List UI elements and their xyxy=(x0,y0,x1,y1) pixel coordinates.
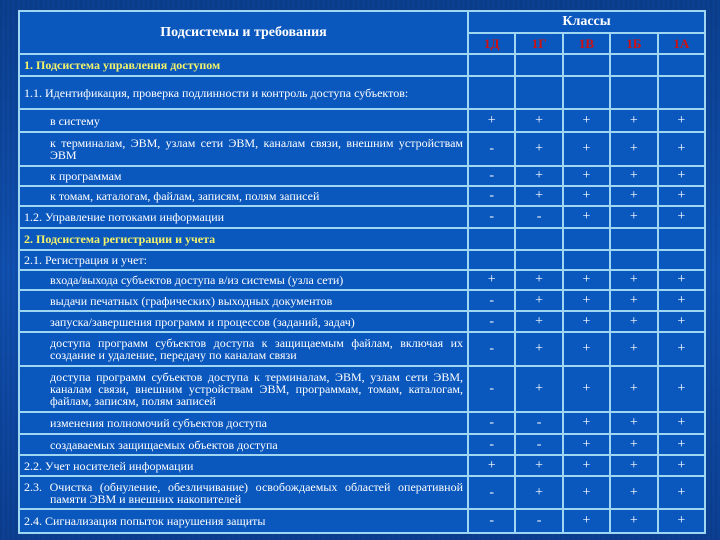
column-header-classes: Классы xyxy=(468,11,705,33)
class-value: + xyxy=(610,311,657,332)
class-value: + xyxy=(515,332,562,366)
requirement-label: запуска/завершения программ и процессов (заданий, задач) xyxy=(19,311,468,332)
class-value: + xyxy=(658,509,705,533)
requirement-label: доступа программ субъектов доступа к защищаемым файлам, включая их создание и удаление, передачу по каналам связи xyxy=(19,332,468,366)
class-value: + xyxy=(515,366,562,412)
class-value: + xyxy=(563,476,610,509)
class-value: - xyxy=(468,186,515,206)
class-value: - xyxy=(515,206,562,228)
requirement-label: к томам, каталогам, файлам, записям, полям записей xyxy=(19,186,468,206)
class-value: + xyxy=(563,366,610,412)
table-row xyxy=(19,290,705,311)
requirement-label: создаваемых защищаемых объектов доступа xyxy=(19,434,468,455)
class-value: + xyxy=(658,412,705,434)
table-row xyxy=(19,366,705,412)
requirement-label: выдачи печатных (графических) выходных документов xyxy=(19,290,468,311)
class-value: + xyxy=(658,290,705,311)
class-value: + xyxy=(515,455,562,476)
class-value: + xyxy=(610,290,657,311)
class-value xyxy=(610,228,657,250)
class-value: + xyxy=(515,132,562,166)
class-value: + xyxy=(515,109,562,132)
class-value: + xyxy=(468,270,515,290)
table-row xyxy=(19,434,705,455)
class-value: - xyxy=(515,412,562,434)
class-value: - xyxy=(468,290,515,311)
class-value: - xyxy=(468,166,515,186)
class-value: + xyxy=(563,132,610,166)
class-value: + xyxy=(610,109,657,132)
table-row xyxy=(19,109,705,132)
requirement-label: 1.2. Управление потоками информации xyxy=(19,206,468,228)
class-value xyxy=(610,54,657,76)
class-value xyxy=(468,228,515,250)
class-value: + xyxy=(468,455,515,476)
class-value: + xyxy=(515,186,562,206)
class-value xyxy=(658,250,705,270)
requirement-label: доступа программ субъектов доступа к терминалам, ЭВМ, узлам сети ЭВМ, каналам связи, внешним устройствам ЭВМ, программам, томам, каталогам, файлам, записям, полям записей xyxy=(19,366,468,412)
table-row xyxy=(19,166,705,186)
class-value: + xyxy=(658,366,705,412)
requirement-label: 1. Подсистема управления доступом xyxy=(19,54,468,76)
class-value: + xyxy=(563,270,610,290)
class-value: + xyxy=(658,332,705,366)
table-row xyxy=(19,332,705,366)
class-value: + xyxy=(610,476,657,509)
class-value: + xyxy=(658,206,705,228)
table-row xyxy=(19,509,705,533)
requirement-label: 1.1. Идентификация, проверка подлинности и контроль доступа субъектов: xyxy=(19,76,468,109)
table-row xyxy=(19,76,705,109)
class-value: + xyxy=(563,290,610,311)
section-row xyxy=(19,228,705,250)
class-value: + xyxy=(515,290,562,311)
table-row xyxy=(19,455,705,476)
requirement-label: изменения полномочий субъектов доступа xyxy=(19,412,468,434)
class-value: - xyxy=(468,366,515,412)
class-value: - xyxy=(468,412,515,434)
class-value: + xyxy=(515,166,562,186)
table-row xyxy=(19,412,705,434)
class-value xyxy=(563,228,610,250)
class-value: + xyxy=(658,270,705,290)
class-value: + xyxy=(563,332,610,366)
requirement-label: к программам xyxy=(19,166,468,186)
class-value: + xyxy=(563,455,610,476)
class-value xyxy=(468,76,515,109)
class-value: + xyxy=(563,186,610,206)
class-value: + xyxy=(658,476,705,509)
class-value: - xyxy=(468,434,515,455)
requirement-label: в систему xyxy=(19,109,468,132)
table-row xyxy=(19,206,705,228)
requirement-label: 2.4. Сигнализация попыток нарушения защиты xyxy=(19,509,468,533)
class-value: + xyxy=(563,166,610,186)
class-value: + xyxy=(658,434,705,455)
requirements-table xyxy=(18,10,706,534)
class-value: + xyxy=(563,311,610,332)
table-row xyxy=(19,311,705,332)
class-value xyxy=(515,54,562,76)
class-value: + xyxy=(610,366,657,412)
class-value: + xyxy=(468,109,515,132)
class-value: + xyxy=(563,109,610,132)
table-row xyxy=(19,250,705,270)
class-value: - xyxy=(468,476,515,509)
requirement-label: к терминалам, ЭВМ, узлам сети ЭВМ, каналам связи, внешним устройствам ЭВМ xyxy=(19,132,468,166)
table-row xyxy=(19,476,705,509)
class-value: - xyxy=(468,311,515,332)
class-value: + xyxy=(610,186,657,206)
class-value: + xyxy=(515,476,562,509)
class-value: + xyxy=(610,270,657,290)
requirement-label: входа/выхода субъектов доступа в/из системы (узла сети) xyxy=(19,270,468,290)
class-value xyxy=(515,228,562,250)
class-value xyxy=(563,250,610,270)
class-value: - xyxy=(468,509,515,533)
class-value: + xyxy=(610,206,657,228)
class-value: + xyxy=(563,434,610,455)
class-value: - xyxy=(468,332,515,366)
class-value: + xyxy=(610,434,657,455)
class-header: 1Д xyxy=(468,33,515,54)
class-value xyxy=(658,228,705,250)
section-row xyxy=(19,54,705,76)
class-header: 1В xyxy=(563,33,610,54)
class-value: - xyxy=(515,509,562,533)
table-row xyxy=(19,132,705,166)
class-value xyxy=(468,54,515,76)
requirement-label: 2. Подсистема регистрации и учета xyxy=(19,228,468,250)
table-row xyxy=(19,186,705,206)
class-value xyxy=(515,250,562,270)
class-value: + xyxy=(658,166,705,186)
class-value xyxy=(610,76,657,109)
class-value xyxy=(610,250,657,270)
class-value: + xyxy=(658,109,705,132)
class-value xyxy=(515,76,562,109)
class-value: + xyxy=(610,166,657,186)
class-value xyxy=(658,76,705,109)
requirement-label: 2.2. Учет носителей информации xyxy=(19,455,468,476)
class-header: 1Г xyxy=(515,33,562,54)
class-value xyxy=(468,250,515,270)
table-row xyxy=(19,270,705,290)
class-value: + xyxy=(658,455,705,476)
class-value xyxy=(563,76,610,109)
class-value xyxy=(563,54,610,76)
class-value: + xyxy=(658,132,705,166)
class-value: + xyxy=(610,455,657,476)
class-value: + xyxy=(563,509,610,533)
class-value: + xyxy=(563,206,610,228)
requirement-label: 2.3. Очистка (обнуление, обезличивание) освобождаемых областей оперативной памяти ЭВМ и внешних накопителей xyxy=(19,476,468,509)
class-value: - xyxy=(515,434,562,455)
class-value: + xyxy=(610,132,657,166)
class-value: + xyxy=(658,186,705,206)
column-header-subsystems: Подсистемы и требования xyxy=(19,11,468,54)
class-header: 1А xyxy=(658,33,705,54)
class-value: + xyxy=(563,412,610,434)
requirement-label: 2.1. Регистрация и учет: xyxy=(19,250,468,270)
class-value: + xyxy=(515,311,562,332)
class-value xyxy=(658,54,705,76)
class-value: + xyxy=(610,509,657,533)
class-value: + xyxy=(610,332,657,366)
class-value: + xyxy=(515,270,562,290)
class-value: + xyxy=(610,412,657,434)
class-header: 1Б xyxy=(610,33,657,54)
class-value: + xyxy=(658,311,705,332)
class-value: - xyxy=(468,132,515,166)
class-value: - xyxy=(468,206,515,228)
